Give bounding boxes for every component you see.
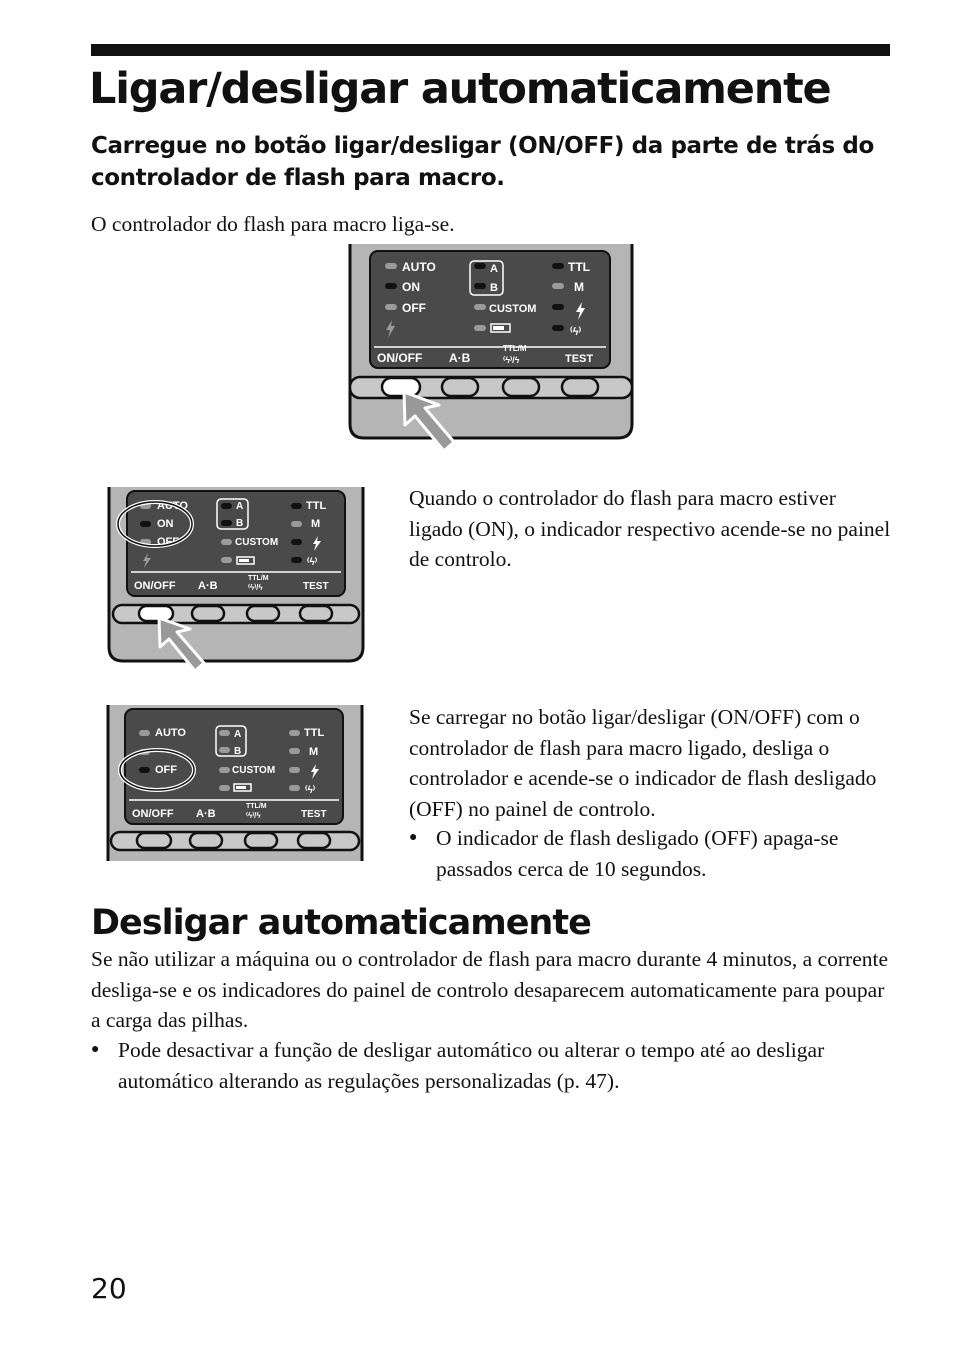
label-on: ON (402, 280, 420, 294)
page-number: 20 (91, 1272, 127, 1305)
ab-button[interactable] (442, 378, 478, 396)
bullet-icon: ● (409, 830, 418, 845)
label-custom: CUSTOM (232, 765, 276, 776)
wireless-flash-icon: ⁽ϟ⁾/ϟ (503, 355, 520, 365)
wireless-flash-icon: ⁽ϟ⁾ (307, 557, 318, 568)
off-bullet-text: O indicador de flash desligado (OFF) apaga-se passados cerca de 10 segundos. (436, 826, 839, 881)
illustration-panel-on (107, 487, 365, 677)
label-a: A (490, 263, 498, 275)
off-description: Se carregar no botão ligar/desligar (ON/OFF) com o controlador de flash para macro ligado, desliga o controlador e acende-se o indicador de flash desligado (OFF) no painel de controlo. (409, 705, 877, 821)
label-on: ON (157, 518, 174, 530)
label-ttl: TTL (304, 727, 325, 739)
button-label-ab: A·B (198, 580, 218, 592)
wireless-flash-icon: ⁽ϟ⁾/ϟ (246, 811, 261, 820)
label-custom: CUSTOM (235, 537, 279, 548)
instruction-heading: Carregue no botão ligar/desligar (ON/OFF) da parte de trás do controlador de flash para macro. (91, 133, 874, 191)
auto-off-description: Se não utilizar a máquina ou o controlador de flash para macro durante 4 minutos, a corrente desliga-se e os indicadores do painel de controlo desaparecem automaticamente para poupar a carga das pilhas. (91, 947, 889, 1032)
test-button[interactable] (562, 378, 598, 396)
label-m: M (309, 746, 319, 758)
button-label-ab: A·B (449, 351, 471, 365)
wireless-flash-icon: ⁽ϟ⁾ (305, 785, 316, 796)
label-m: M (311, 518, 321, 530)
label-a: A (236, 501, 244, 512)
section-title-auto-off: Desligar automaticamente (91, 903, 591, 943)
on-description: Quando o controlador do flash para macro estiver ligado (ON), o indicador respectivo acende-se no painel de controlo. (409, 486, 891, 571)
label-auto: AUTO (157, 500, 188, 512)
label-a: A (234, 729, 242, 740)
button-label-ttlm: TTL/M (248, 575, 269, 582)
label-b: B (236, 518, 244, 529)
label-custom: CUSTOM (489, 303, 537, 315)
off-bullet (409, 823, 894, 885)
bullet-icon: ● (91, 1042, 100, 1057)
intro-text: O controlador do flash para macro liga-se. (91, 212, 455, 236)
illustration-panel-off (106, 705, 364, 863)
wireless-flash-icon: ⁽ϟ⁾/ϟ (248, 583, 263, 592)
ab-button[interactable] (192, 606, 224, 621)
wireless-flash-icon: ⁽ϟ⁾ (570, 326, 582, 338)
button-label-ttlm: TTL/M (503, 344, 527, 353)
ttlm-button[interactable] (247, 606, 279, 621)
label-b: B (490, 282, 498, 294)
label-ttl: TTL (568, 260, 590, 274)
test-button[interactable] (300, 606, 332, 621)
ttlm-button[interactable] (503, 378, 539, 396)
button-label-test: TEST (303, 581, 329, 592)
label-off: OFF (402, 301, 426, 315)
ttlm-button[interactable] (245, 833, 277, 848)
ab-button[interactable] (190, 833, 222, 848)
onoff-button[interactable] (139, 606, 173, 621)
label-auto: AUTO (155, 727, 186, 739)
label-b: B (234, 746, 242, 757)
onoff-button[interactable] (382, 378, 420, 396)
page-title: Ligar/desligar automaticamente (89, 64, 831, 114)
test-button[interactable] (298, 833, 330, 848)
illustration-panel-press (348, 244, 634, 458)
button-label-ttlm: TTL/M (246, 803, 267, 810)
label-off: OFF (155, 764, 177, 776)
button-label-onoff: ON/OFF (377, 351, 423, 365)
button-label-ab: A·B (196, 808, 216, 820)
onoff-button[interactable] (137, 833, 171, 848)
button-label-onoff: ON/OFF (134, 580, 176, 592)
auto-off-bullet (91, 1035, 891, 1097)
top-rule (91, 44, 890, 56)
label-off: OFF (157, 536, 179, 548)
button-label-test: TEST (301, 809, 327, 820)
label-auto: AUTO (402, 260, 436, 274)
label-m: M (574, 280, 584, 294)
auto-off-bullet-text: Pode desactivar a função de desligar automático ou alterar o tempo até ao desligar automático alterando as regulações personalizadas (p. 47). (118, 1038, 825, 1093)
label-ttl: TTL (306, 500, 327, 512)
button-label-onoff: ON/OFF (132, 808, 174, 820)
button-label-test: TEST (565, 353, 594, 365)
